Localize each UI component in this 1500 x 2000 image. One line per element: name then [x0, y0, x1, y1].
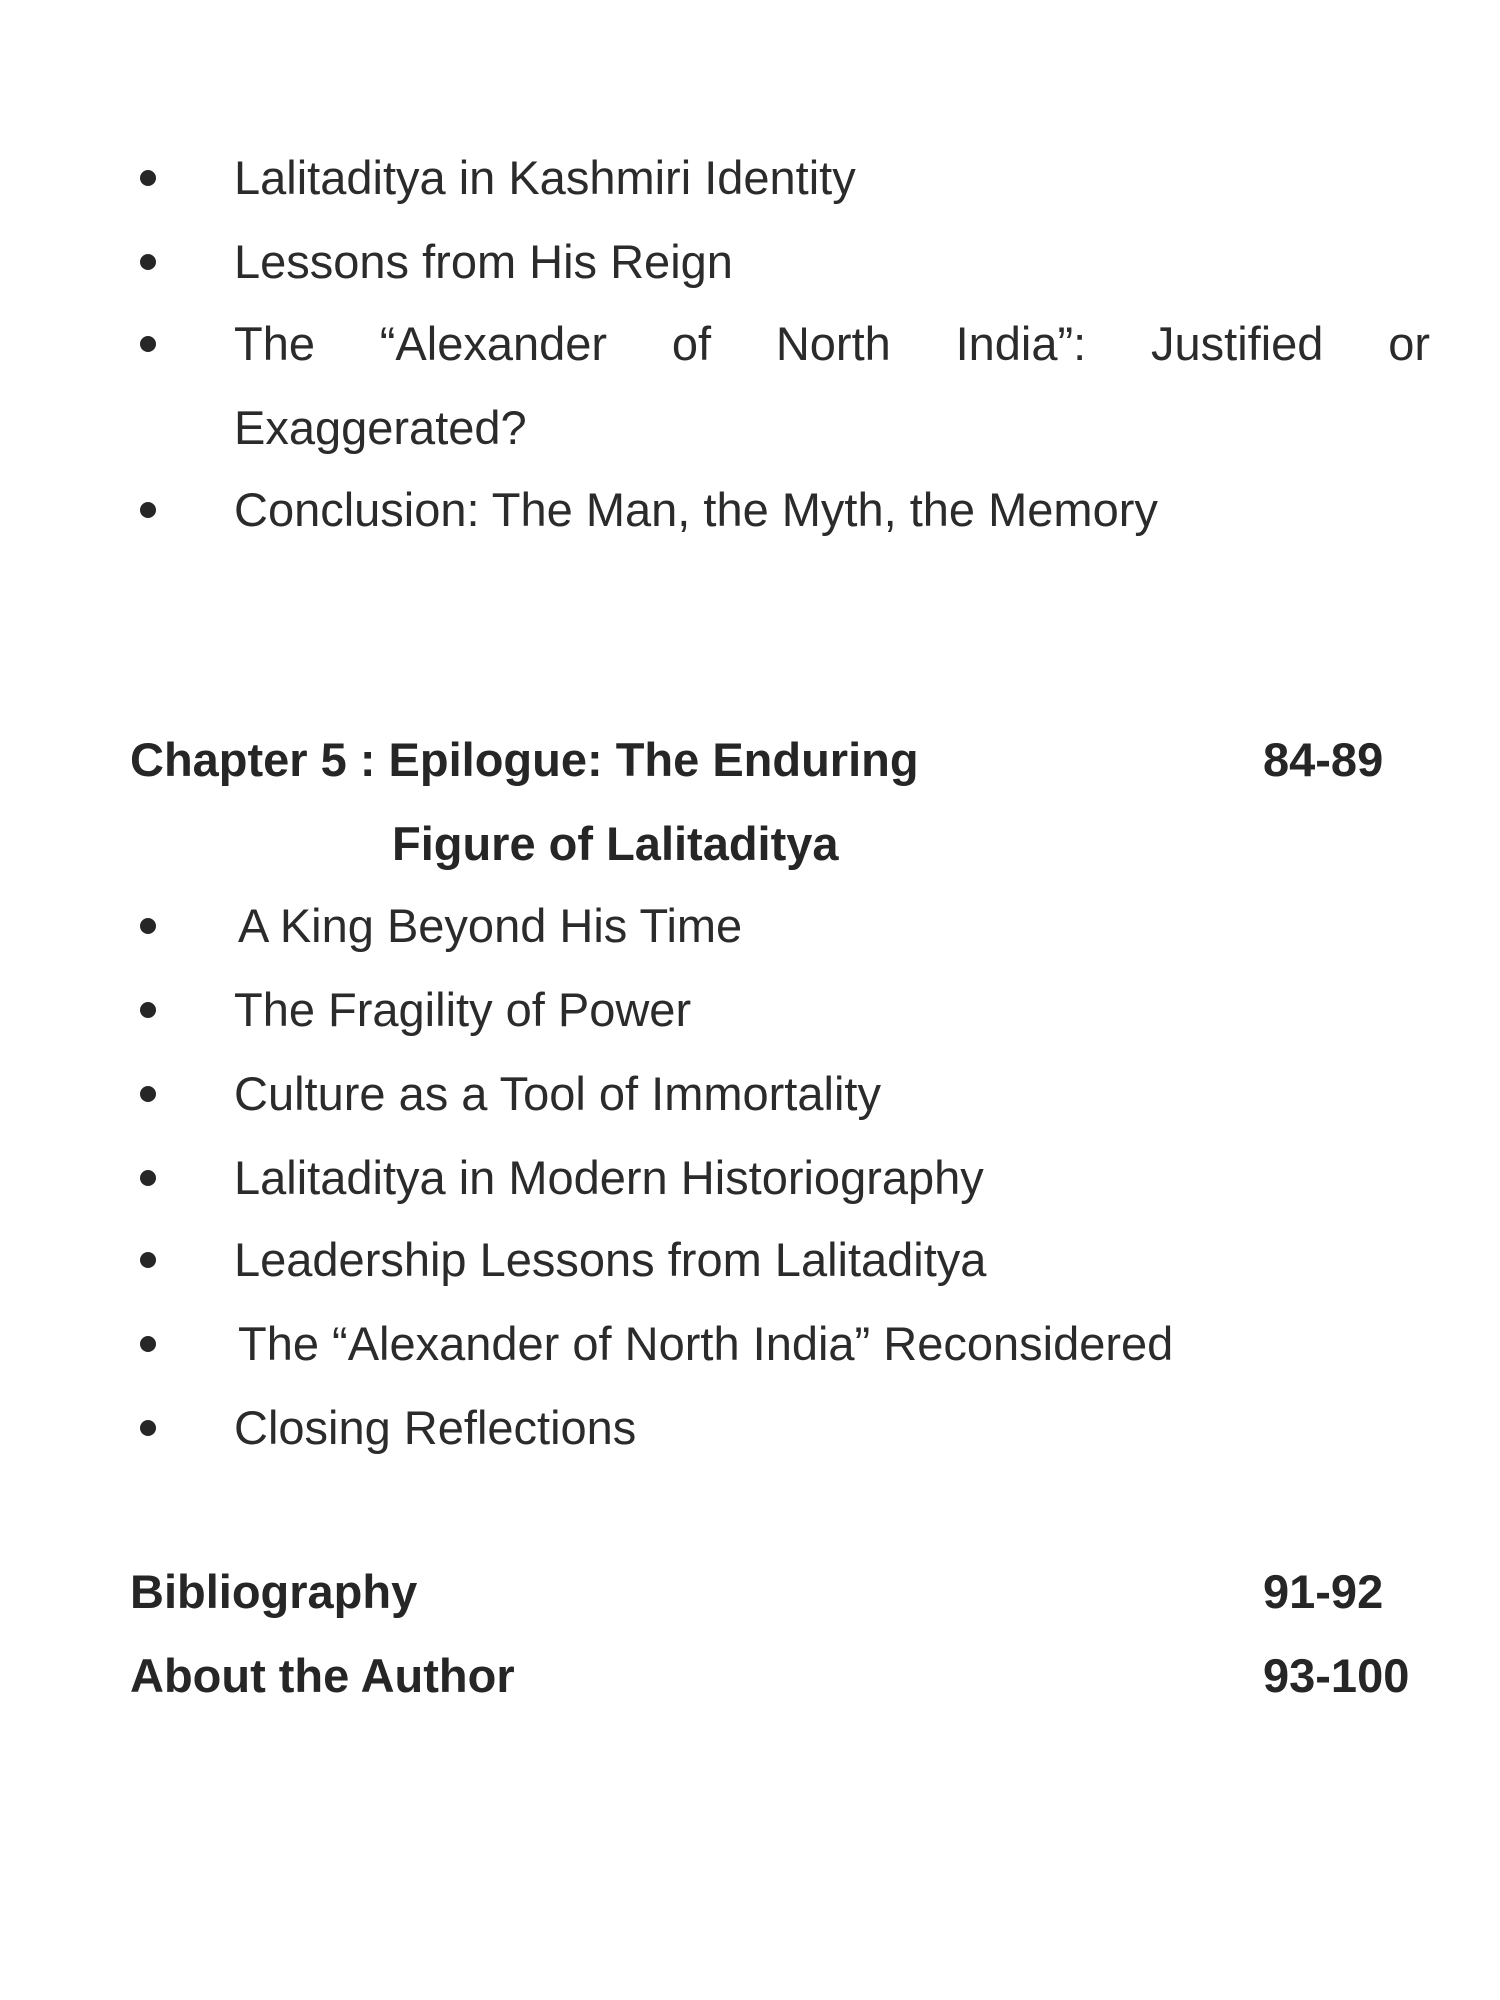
chapter-title: Chapter 5 : Epilogue: The Enduring: [130, 733, 919, 786]
entry-page-range: 91-92: [1263, 1565, 1384, 1618]
chapter-page-range: 84-89: [1263, 733, 1384, 786]
bullet-icon: [140, 254, 156, 270]
toc-item-text: Conclusion: The Man, the Myth, the Memory: [234, 483, 1158, 536]
toc-item-text: Lalitaditya in Kashmiri Identity: [234, 151, 856, 204]
bullet-icon: [140, 502, 156, 518]
toc-list-item: [132, 302, 1432, 470]
toc-item-text: Culture as a Tool of Immortality: [234, 1067, 881, 1120]
entry-page-range: 93-100: [1263, 1649, 1410, 1702]
toc-item-text: The “Alexander of North India” Reconsidered: [238, 1317, 1174, 1370]
toc-item-text: A King Beyond His Time: [238, 899, 743, 952]
toc-item-text: The “Alexander of North India”: Justified or Exaggerated?: [234, 317, 1430, 454]
bullet-icon: [140, 1170, 156, 1186]
toc-item-text: Lalitaditya in Modern Historiography: [234, 1151, 984, 1204]
entry-label: Bibliography: [130, 1565, 418, 1618]
bullet-icon: [140, 336, 156, 352]
toc-item-text: Closing Reflections: [234, 1401, 637, 1454]
bullet-icon: [140, 1002, 156, 1018]
bullet-icon: [140, 170, 156, 186]
chapter-title-continued: Figure of Lalitaditya: [392, 817, 839, 870]
toc-item-text: Lessons from His Reign: [234, 235, 733, 288]
bullet-icon: [140, 1086, 156, 1102]
bullet-icon: [140, 1252, 156, 1268]
entry-label: About the Author: [130, 1649, 515, 1702]
bullet-icon: [140, 1336, 156, 1352]
toc-item-text: The Fragility of Power: [234, 983, 692, 1036]
toc-item-text: Leadership Lessons from Lalitaditya: [234, 1233, 987, 1286]
bullet-icon: [140, 1420, 156, 1436]
bullet-icon: [140, 918, 156, 934]
